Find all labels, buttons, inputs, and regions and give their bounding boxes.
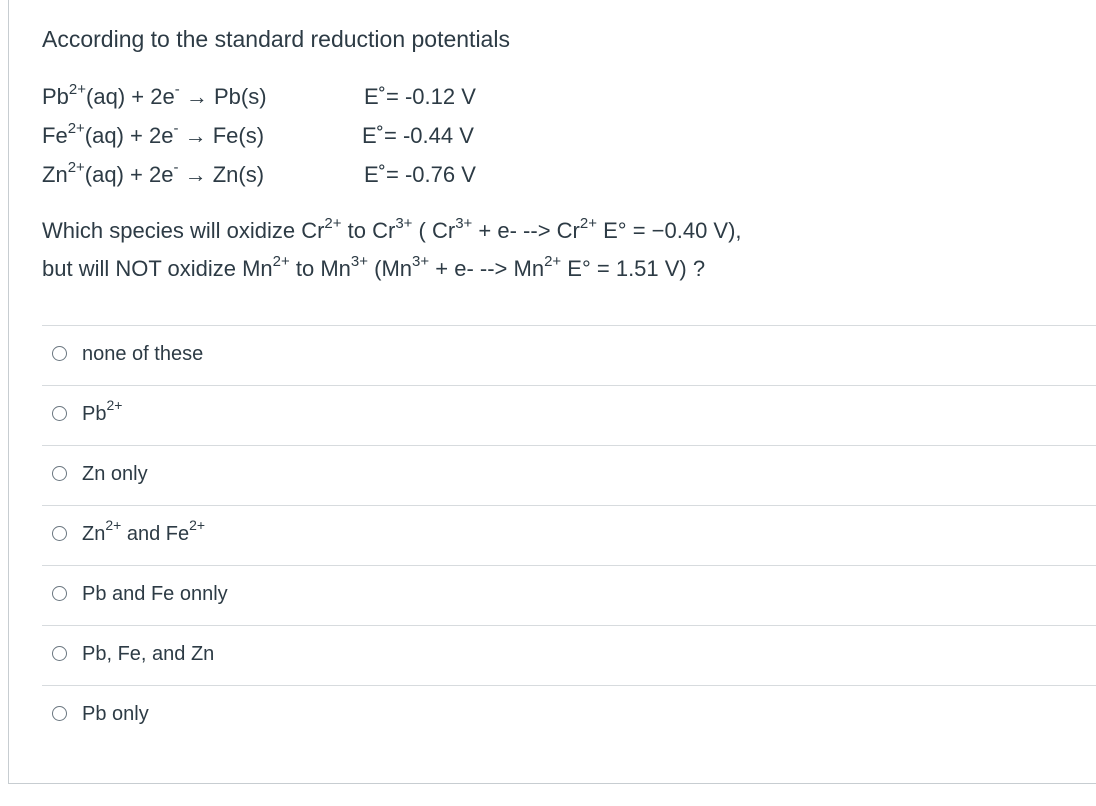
radio-button-icon[interactable] [52, 586, 67, 601]
radio-button-icon[interactable] [52, 526, 67, 541]
equation-product: Pb(s) [213, 84, 267, 109]
answer-text: Pb only [82, 703, 149, 725]
question-text-segment: but will NOT oxidize Mn [42, 256, 273, 281]
question-text [42, 212, 1062, 288]
question-text-segment: (Mn [368, 256, 413, 281]
electron-superscript: - [173, 158, 179, 176]
equation-left [42, 80, 267, 114]
radio-button-icon[interactable] [52, 646, 67, 661]
answer-option-zn-only[interactable] [42, 445, 1096, 505]
answer-text: Pb, Fe, and Zn [82, 643, 215, 665]
question-text-segment: ( Cr [412, 218, 456, 243]
answer-option-pb-and-fe[interactable] [42, 565, 1096, 625]
equation-species: Pb [42, 84, 69, 109]
radio-button-icon[interactable] [52, 346, 67, 361]
equation-charge: 2+ [68, 80, 87, 98]
answer-label[interactable] [82, 397, 123, 428]
equation-product: Fe(s) [212, 123, 265, 148]
answer-label[interactable] [82, 580, 228, 608]
equation-row-pb [42, 80, 602, 119]
charge-superscript: 2+ [272, 252, 290, 270]
charge-superscript: 2+ [106, 397, 123, 414]
equation-species: Fe [42, 123, 68, 148]
electron-superscript: - [173, 119, 179, 137]
question-text-segment: E° = 1.51 V) ? [561, 256, 706, 281]
equation-left [42, 158, 264, 192]
question-text-segment: Which species will oxidize Cr [42, 218, 325, 243]
equation-left [42, 119, 264, 153]
answer-text: Pb and Fe onnly [82, 583, 228, 605]
answer-text: Pb [82, 403, 107, 425]
equation-reactant-rest: (aq) + 2e [84, 123, 174, 148]
charge-superscript: 2+ [544, 252, 562, 270]
equation-row-zn [42, 158, 602, 197]
answer-option-zn2-and-fe2[interactable] [42, 505, 1096, 565]
equation-row-fe [42, 119, 602, 158]
answer-label[interactable] [82, 460, 148, 488]
question-line-1 [42, 212, 1062, 250]
answer-option-pb2[interactable] [42, 385, 1096, 445]
answer-list [42, 325, 1096, 745]
question-text-segment: + e- --> Cr [472, 218, 580, 243]
answer-label[interactable] [82, 517, 206, 548]
charge-superscript: 3+ [455, 214, 473, 232]
arrow-icon: → [184, 162, 207, 187]
charge-superscript: 3+ [350, 252, 369, 270]
equation-potential: E˚= -0.12 V [364, 84, 476, 109]
equation-reactant-rest: (aq) + 2e [86, 84, 175, 109]
question-text-segment: + e- --> Mn [429, 256, 545, 281]
equation-potential: E˚= -0.76 V [364, 162, 476, 187]
radio-button-icon[interactable] [52, 706, 67, 721]
question-text-segment: to Cr [341, 218, 396, 243]
answer-text: Zn only [82, 463, 148, 485]
answer-option-pb-only[interactable] [42, 685, 1096, 745]
answer-text: and Fe [121, 523, 190, 545]
equation-potential: E˚= -0.44 V [362, 123, 474, 148]
electron-superscript: - [174, 80, 180, 98]
question-text-segment: to Mn [289, 256, 351, 281]
charge-superscript: 2+ [579, 214, 597, 232]
question-text-segment: E° = −0.40 V), [597, 218, 742, 243]
charge-superscript: 2+ [189, 517, 206, 534]
equation-charge: 2+ [67, 119, 85, 137]
equation-charge: 2+ [67, 158, 85, 176]
answer-option-none-of-these[interactable] [42, 325, 1096, 385]
answer-label[interactable] [82, 340, 203, 368]
question-line-2 [42, 250, 1062, 288]
reduction-equations [42, 80, 602, 197]
charge-superscript: 3+ [412, 252, 430, 270]
arrow-icon: → [184, 123, 207, 148]
answer-text: Zn [82, 523, 106, 545]
question-intro: According to the standard reduction potentials [42, 26, 510, 52]
answer-label[interactable] [82, 640, 214, 668]
answer-label[interactable] [82, 700, 149, 728]
answer-option-pb-fe-zn[interactable] [42, 625, 1096, 685]
equation-reactant-rest: (aq) + 2e [84, 162, 174, 187]
equation-species: Zn [42, 162, 68, 187]
radio-button-icon[interactable] [52, 466, 67, 481]
answer-text: none of these [82, 343, 204, 365]
arrow-icon: → [185, 84, 208, 109]
charge-superscript: 3+ [395, 214, 413, 232]
equation-product: Zn(s) [212, 162, 265, 187]
radio-button-icon[interactable] [52, 406, 67, 421]
charge-superscript: 2+ [324, 214, 342, 232]
charge-superscript: 2+ [105, 517, 122, 534]
